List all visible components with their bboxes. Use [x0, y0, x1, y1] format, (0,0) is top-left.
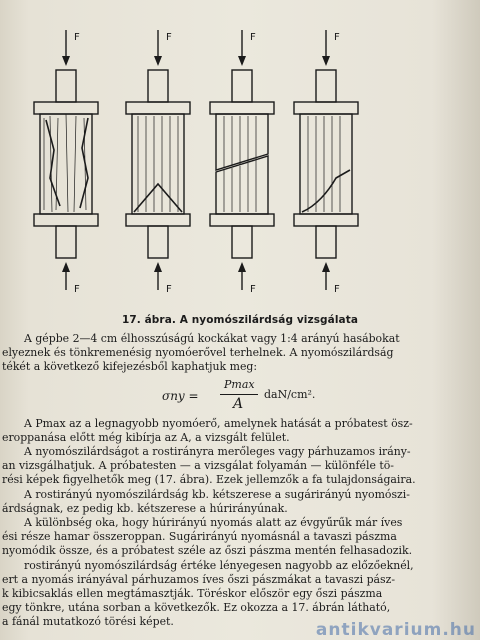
strength-formula [2, 375, 476, 417]
text-line: a fánál mutatkozó törési képet. [2, 615, 174, 629]
text-line: egy tönkre, utána sorban a következők. Ez okozza a 17. ábrán látható, [2, 601, 391, 615]
force-label-top: F [250, 32, 256, 43]
formula-denominator: A [233, 395, 244, 412]
body-text [2, 332, 476, 630]
text-line: nyomódik össze, és a próbatest széle az őszi pászma mentén felhasadozik. [2, 544, 413, 558]
compression-test-figure [10, 0, 470, 312]
text-line: an vizsgálhatjuk. A próbatesten — a vizsgálat folyamán — különféle tö- [2, 459, 394, 473]
force-label-bottom: F [334, 284, 340, 295]
text-line: tékét a következő kifejezésből kaphatjuk meg: [2, 360, 258, 374]
specimen-2 [126, 30, 190, 295]
formula-unit: daN/cm². [264, 387, 316, 401]
force-label-top: F [166, 32, 172, 43]
force-label-bottom: F [250, 284, 256, 295]
force-label-bottom: F [166, 284, 172, 295]
text-line: A gépbe 2—4 cm élhosszúságú kockákat vagy 1:4 arányú hasábokat [24, 332, 400, 345]
compression-test-drawing [10, 0, 470, 312]
text-line: A rostirányú nyomószilárdság kb. kétszerese a sugárirányú nyomószi- [24, 487, 410, 501]
specimen-4 [294, 30, 358, 295]
text-line: ert a nyomás irányával párhuzamos íves őszi pászmákat a tavaszi pász- [2, 572, 396, 586]
text-line: k kibicsaklás ellen megtámasztják. Töréskor először egy őszi pászma [2, 587, 383, 601]
text-line: rési képek figyelhetők meg (17. ábra). Ezek jellemzők a fa tulajdonságaira. [2, 473, 416, 487]
force-label-bottom: F [74, 284, 80, 295]
text-line: A nyomószilárdságot a rostirányra merőleges vagy párhuzamos irány- [24, 445, 411, 459]
fraction-bar [220, 394, 258, 395]
force-label-top: F [334, 32, 340, 43]
formula-lhs: σny = [162, 388, 199, 403]
figure-caption: 17. ábra. A nyomószilárdság vizsgálata [121, 314, 359, 326]
force-label-top: F [74, 32, 80, 43]
watermark: antikvarium.hu [315, 620, 476, 640]
specimen-3 [210, 30, 274, 295]
formula-numerator: Pmax [224, 377, 255, 391]
text-line: ési része hamar összeroppan. Sugárirányú nyomásnál a tavaszi pászma [2, 530, 397, 544]
text-line: rostirányú nyomószilárdság értéke lényegesen nagyobb az előzőeknél, [24, 558, 414, 572]
text-line: elyeznek és tönkremenésig nyomóerővel terhelnek. A nyomószilárdság [2, 346, 394, 360]
text-line: eroppanása előtt még kibírja az A, a vizsgált felület. [2, 430, 290, 444]
text-line: árdságnak, ez pedig kb. kétszerese a húrirányúnak. [2, 501, 288, 515]
text-line: A különbség oka, hogy húrirányú nyomás alatt az évgyűrűk már íves [24, 516, 403, 530]
text-line: A Pmax az a legnagyobb nyomóerő, amelynek hatását a próbatest ösz- [24, 416, 413, 430]
specimen-1 [34, 30, 98, 295]
